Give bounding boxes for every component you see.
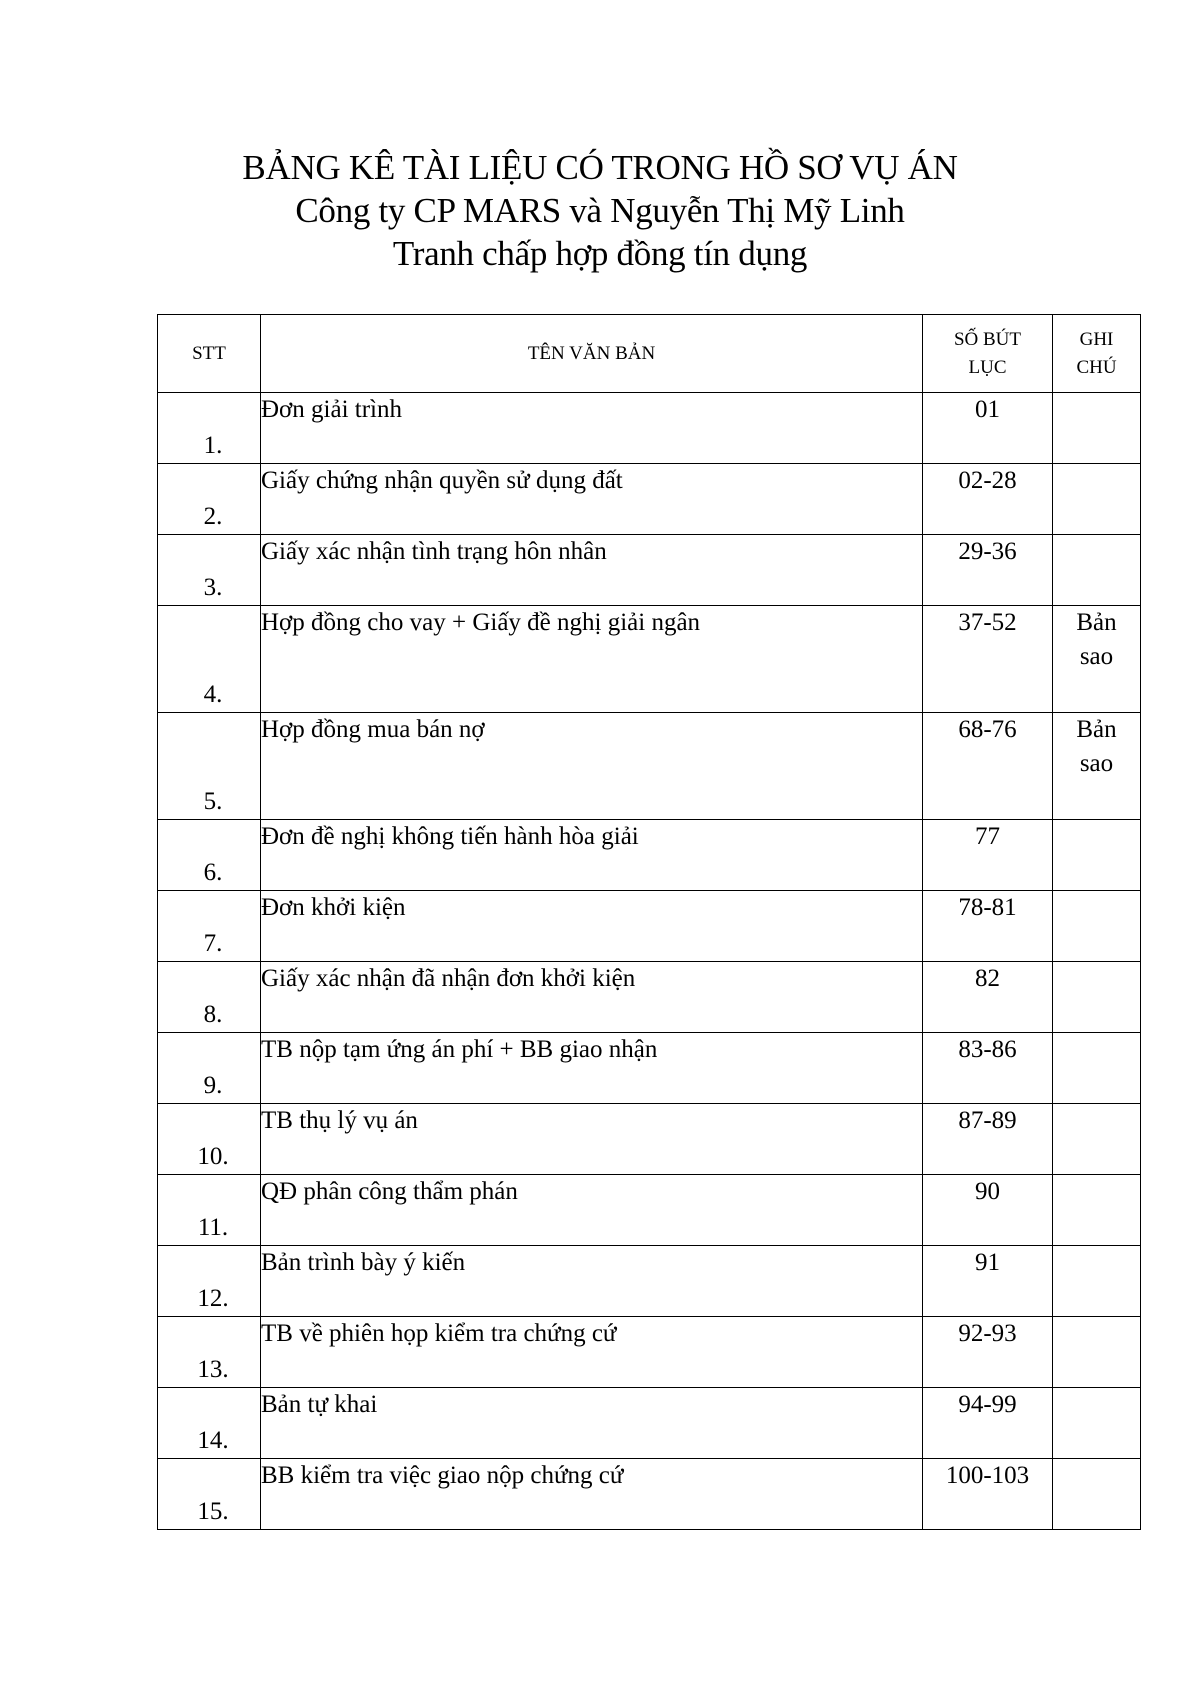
table-row xyxy=(158,1175,1141,1246)
row-stt-value: 14. xyxy=(197,1427,229,1454)
row-note xyxy=(1053,393,1141,464)
row-note xyxy=(1053,1388,1141,1459)
header-note xyxy=(1053,315,1141,393)
row-document-name: QĐ phân công thẩm phán xyxy=(261,1175,923,1246)
row-note-line1: Bản xyxy=(1076,716,1117,743)
row-page-count: 82 xyxy=(923,962,1053,1033)
row-stt xyxy=(158,1175,261,1246)
row-page-count: 90 xyxy=(923,1175,1053,1246)
title-line-2: Công ty CP MARS và Nguyễn Thị Mỹ Linh xyxy=(295,191,905,230)
table-row xyxy=(158,464,1141,535)
row-stt xyxy=(158,1246,261,1317)
row-document-name: Hợp đồng cho vay + Giấy đề nghị giải ngân xyxy=(261,606,923,713)
row-stt xyxy=(158,820,261,891)
row-page-count: 29-36 xyxy=(923,535,1053,606)
row-stt-value: 15. xyxy=(197,1498,229,1525)
row-note xyxy=(1053,1317,1141,1388)
row-note xyxy=(1053,535,1141,606)
header-page-count-line2: LỤC xyxy=(968,356,1007,378)
row-document-name: TB nộp tạm ứng án phí + BB giao nhận xyxy=(261,1033,923,1104)
row-stt-value: 13. xyxy=(197,1356,229,1383)
row-note xyxy=(1053,1459,1141,1530)
row-note xyxy=(1053,1033,1141,1104)
row-stt xyxy=(158,962,261,1033)
row-stt-value: 8. xyxy=(203,1001,223,1028)
row-document-name: TB thụ lý vụ án xyxy=(261,1104,923,1175)
row-document-name: Giấy xác nhận đã nhận đơn khởi kiện xyxy=(261,962,923,1033)
table-body xyxy=(158,393,1141,1530)
row-page-count: 100-103 xyxy=(923,1459,1053,1530)
row-page-count: 37-52 xyxy=(923,606,1053,713)
row-stt xyxy=(158,1459,261,1530)
row-stt xyxy=(158,393,261,464)
table-header-row xyxy=(158,315,1141,393)
row-document-name: Giấy chứng nhận quyền sử dụng đất xyxy=(261,464,923,535)
row-stt xyxy=(158,1317,261,1388)
row-stt-value: 11. xyxy=(197,1214,229,1241)
table-row xyxy=(158,820,1141,891)
row-note-line2: sao xyxy=(1079,750,1114,777)
row-note-line2: sao xyxy=(1079,643,1114,670)
table-row xyxy=(158,891,1141,962)
header-note-line2: CHÚ xyxy=(1076,356,1117,378)
row-stt-value: 7. xyxy=(203,930,223,957)
row-page-count: 91 xyxy=(923,1246,1053,1317)
row-page-count: 87-89 xyxy=(923,1104,1053,1175)
header-stt: STT xyxy=(158,315,261,393)
row-page-count: 01 xyxy=(923,393,1053,464)
row-stt-value: 12. xyxy=(197,1285,229,1312)
row-stt-value: 5. xyxy=(203,788,223,815)
row-document-name: TB về phiên họp kiểm tra chứng cứ xyxy=(261,1317,923,1388)
table-row xyxy=(158,535,1141,606)
table-row xyxy=(158,713,1141,820)
table-row xyxy=(158,1246,1141,1317)
row-note xyxy=(1053,1246,1141,1317)
row-document-name: Bản tự khai xyxy=(261,1388,923,1459)
header-note-line1: GHI xyxy=(1079,328,1114,350)
row-note xyxy=(1053,1175,1141,1246)
table-row xyxy=(158,393,1141,464)
header-page-count xyxy=(923,315,1053,393)
row-stt xyxy=(158,464,261,535)
row-stt xyxy=(158,535,261,606)
row-note xyxy=(1053,962,1141,1033)
row-document-name: Đơn khởi kiện xyxy=(261,891,923,962)
row-page-count: 02-28 xyxy=(923,464,1053,535)
row-note xyxy=(1053,606,1141,713)
row-stt xyxy=(158,1388,261,1459)
row-stt-value: 4. xyxy=(203,681,223,708)
row-page-count: 77 xyxy=(923,820,1053,891)
row-stt xyxy=(158,891,261,962)
row-note xyxy=(1053,1104,1141,1175)
row-note xyxy=(1053,713,1141,820)
row-stt-value: 10. xyxy=(197,1143,229,1170)
header-page-count-line1: SỐ BÚT xyxy=(953,328,1022,350)
row-stt-value: 1. xyxy=(203,432,223,459)
row-document-name: Giấy xác nhận tình trạng hôn nhân xyxy=(261,535,923,606)
row-page-count: 78-81 xyxy=(923,891,1053,962)
row-stt-value: 3. xyxy=(203,574,223,601)
table-row xyxy=(158,1388,1141,1459)
row-note xyxy=(1053,891,1141,962)
row-document-name: Bản trình bày ý kiến xyxy=(261,1246,923,1317)
table-row xyxy=(158,1459,1141,1530)
table-row xyxy=(158,1033,1141,1104)
row-note xyxy=(1053,820,1141,891)
row-page-count: 83-86 xyxy=(923,1033,1053,1104)
title-line-3: Tranh chấp hợp đồng tín dụng xyxy=(392,234,808,273)
row-page-count: 92-93 xyxy=(923,1317,1053,1388)
table-row xyxy=(158,606,1141,713)
row-stt xyxy=(158,1033,261,1104)
row-note-line1: Bản xyxy=(1076,609,1117,636)
row-stt xyxy=(158,713,261,820)
row-page-count: 68-76 xyxy=(923,713,1053,820)
row-stt-value: 2. xyxy=(203,503,223,530)
table-row xyxy=(158,1104,1141,1175)
document-title xyxy=(0,146,1200,275)
row-document-name: Đơn giải trình xyxy=(261,393,923,464)
header-document-name: TÊN VĂN BẢN xyxy=(261,315,923,393)
document-list-table xyxy=(157,314,1141,1530)
table-row xyxy=(158,1317,1141,1388)
row-stt xyxy=(158,606,261,713)
row-document-name: BB kiểm tra việc giao nộp chứng cứ xyxy=(261,1459,923,1530)
row-document-name: Đơn đề nghị không tiến hành hòa giải xyxy=(261,820,923,891)
row-note xyxy=(1053,464,1141,535)
row-document-name: Hợp đồng mua bán nợ xyxy=(261,713,923,820)
row-stt-value: 6. xyxy=(203,859,223,886)
row-stt xyxy=(158,1104,261,1175)
table-row xyxy=(158,962,1141,1033)
row-page-count: 94-99 xyxy=(923,1388,1053,1459)
title-line-1: BẢNG KÊ TÀI LIỆU CÓ TRONG HỒ SƠ VỤ ÁN xyxy=(242,148,958,187)
row-stt-value: 9. xyxy=(203,1072,223,1099)
